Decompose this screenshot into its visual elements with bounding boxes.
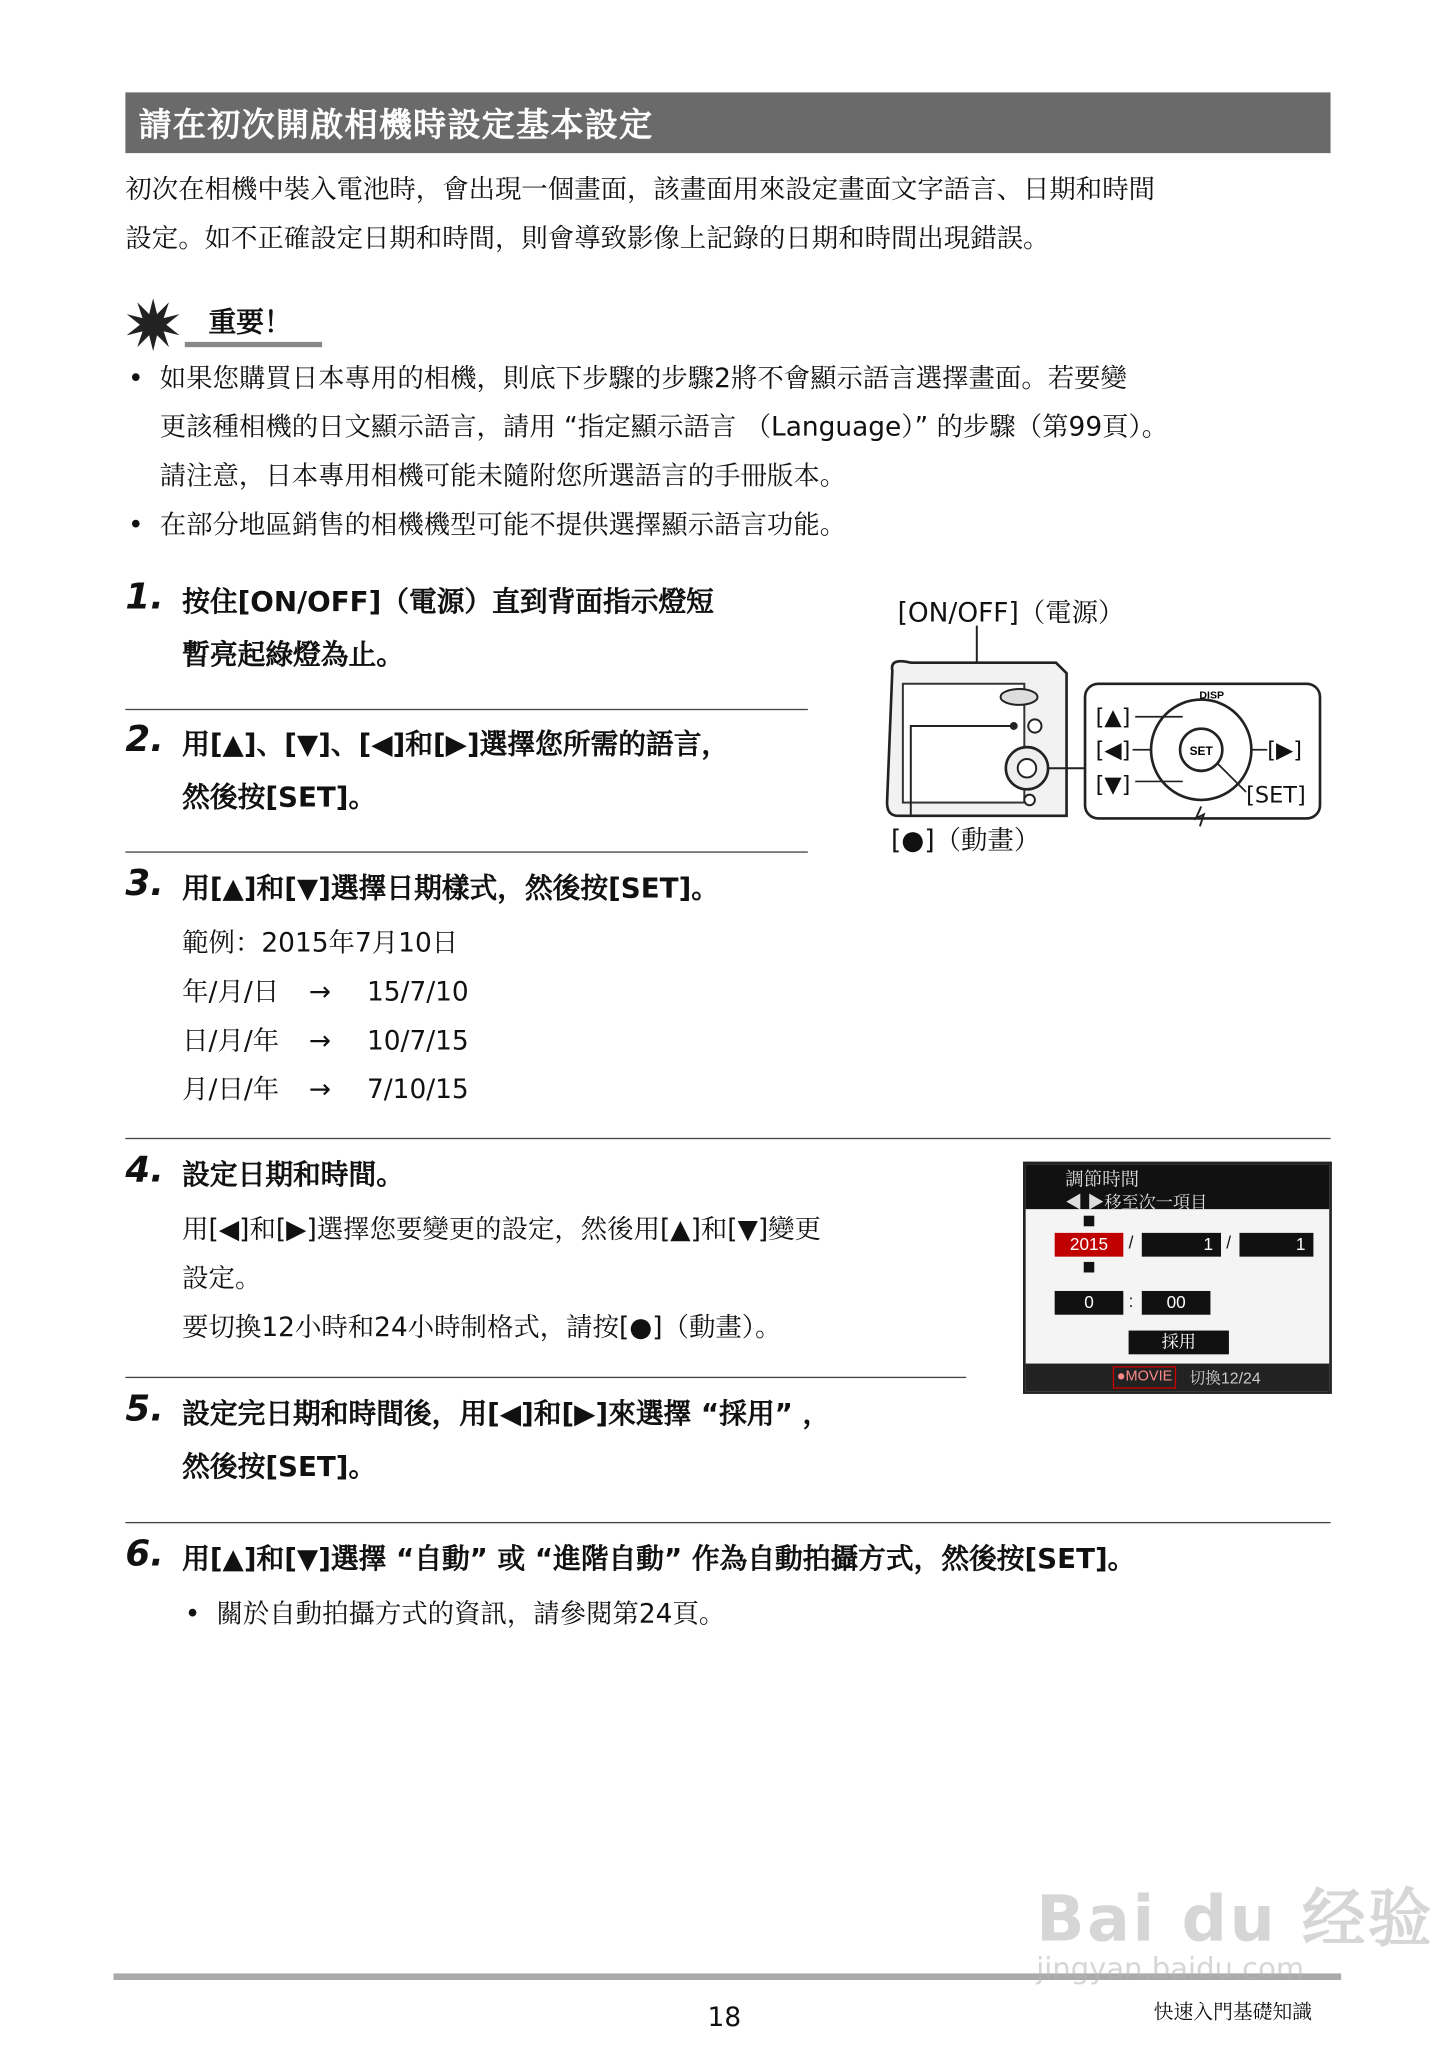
movie-label: [●]（動畫） (891, 823, 1041, 856)
intro-line: 初次在相機中裝入電池時，會出現一個畫面，該畫面用來設定畫面文字語言、日期和時間 (125, 172, 1155, 205)
step-2-title: 用[▲]、[▼]、[◀]和[▶]選擇您所需的語言， 然後按[SET]。 (182, 728, 730, 814)
date-format-example: 範例：2015年7月10日 (182, 926, 459, 959)
divider (125, 709, 807, 710)
step-6-title: 用[▲]和[▼]選擇 “自動” 或 “進階自動” 作為自動拍攝方式，然後按[SET]。 (182, 1543, 1136, 1575)
date-format-row: 月/日/年 → 7/10/15 (182, 1073, 469, 1105)
step-number: 4. (125, 1149, 164, 1191)
date-format-row: 日/月/年 → 10/7/15 (182, 1024, 469, 1056)
step-3-title: 用[▲]和[▼]選擇日期樣式，然後按[SET]。 (182, 872, 719, 905)
step-4-body: 用[◀]和[▶]選擇您要變更的設定，然後用[▲]和[▼]變更 設定。 要切換12小時和24小時制格式，請按[●]（動畫）。 (182, 1213, 821, 1343)
up-key-label: [▲] (1095, 704, 1131, 731)
step-5-title: 設定完日期和時間後，用[◀]和[▶]來選擇 “採用” ， 然後按[SET]。 (182, 1397, 831, 1483)
lcd-up-arrow-icon (1084, 1216, 1095, 1227)
left-key-label: [◀] (1095, 737, 1131, 764)
lcd-hint: ◀ ▶移至次一項目 (1065, 1191, 1208, 1212)
divider (125, 851, 807, 852)
right-key-label: [▶] (1267, 737, 1302, 764)
lcd-minute-field: 00 (1142, 1291, 1211, 1315)
date-format-row: 年/月/日 → 15/7/10 (182, 975, 469, 1008)
list-item: • 如果您購買日本專用的相機，則底下步驟的步驟2將不會顯示語言選擇畫面。若要變 更該種相機的日文顯示語言，請用 “指定顯示語言 （Language）” 的步驟（第99頁）。 請注意，日本專用相機可能未隨附您所選語言的手冊版本。 (128, 361, 1169, 492)
date-format-list (182, 968, 631, 1115)
camera-diagram (871, 620, 1333, 831)
lcd-date-separator: / (1128, 1232, 1134, 1253)
step-number: 3. (125, 863, 164, 905)
lcd-down-arrow-icon (1084, 1262, 1095, 1273)
step-number: 6. (125, 1533, 164, 1575)
step-4-title: 設定日期和時間。 (182, 1158, 404, 1191)
set-text: SET (1189, 744, 1213, 759)
lcd-day-field: 1 (1239, 1233, 1313, 1257)
important-label: 重要！ (208, 306, 292, 338)
camera-body (887, 626, 1085, 816)
intro-line: 設定。如不正確設定日期和時間，則會導致影像上記錄的日期和時間出現錯誤。 (125, 221, 1050, 254)
page-title: 請在初次開啟相機時設定基本設定 (138, 105, 654, 144)
lcd-date-separator: / (1226, 1232, 1232, 1253)
step-number: 1. (125, 576, 164, 618)
disp-text: DISP (1199, 689, 1225, 702)
divider (125, 1522, 1330, 1523)
important-bullets (128, 354, 1356, 549)
divider (125, 1377, 966, 1378)
down-key-label: [▼] (1095, 772, 1131, 799)
lcd-title: 調節時間 (1065, 1168, 1140, 1190)
power-label: [ON/OFF]（電源） (897, 596, 1125, 629)
step-number: 2. (125, 719, 164, 761)
watermark-url: jingyan.baidu.com (1036, 1953, 1305, 1987)
intro-paragraph (125, 165, 1339, 263)
important-underline (185, 342, 322, 347)
starburst-icon (124, 296, 182, 354)
footer-section: 快速入門基礎知識 (1153, 1999, 1313, 2024)
lcd-time-colon: : (1128, 1290, 1134, 1311)
lcd-month-field: 1 (1142, 1233, 1221, 1257)
list-item: • 在部分地區銷售的相機機型可能不提供選擇顯示語言功能。 (128, 508, 847, 540)
list-item: • 關於自動拍攝方式的資訊，請參閱第24頁。 (184, 1597, 726, 1629)
lcd-toggle-text: 切換12/24 (1189, 1368, 1261, 1388)
lcd-screen (1023, 1162, 1332, 1394)
divider (125, 1138, 1330, 1139)
lcd-movie-badge: ●MOVIE (1113, 1366, 1176, 1388)
lcd-apply-button: 採用 (1129, 1331, 1229, 1355)
set-key-label: [SET] (1246, 782, 1306, 809)
step-number: 5. (125, 1388, 164, 1430)
lcd-hour-field: 0 (1055, 1291, 1124, 1315)
lcd-year-field: 2015 (1055, 1233, 1124, 1257)
lcd-footer (1026, 1364, 1330, 1392)
step-1-title: 按住[ON/OFF]（電源）直到背面指示燈短 暫亮起綠燈為止。 (182, 586, 714, 671)
watermark-logo: Bai du 经验 (1036, 1882, 1435, 1957)
page-number: 18 (707, 2001, 742, 2033)
title-banner (125, 92, 1330, 153)
